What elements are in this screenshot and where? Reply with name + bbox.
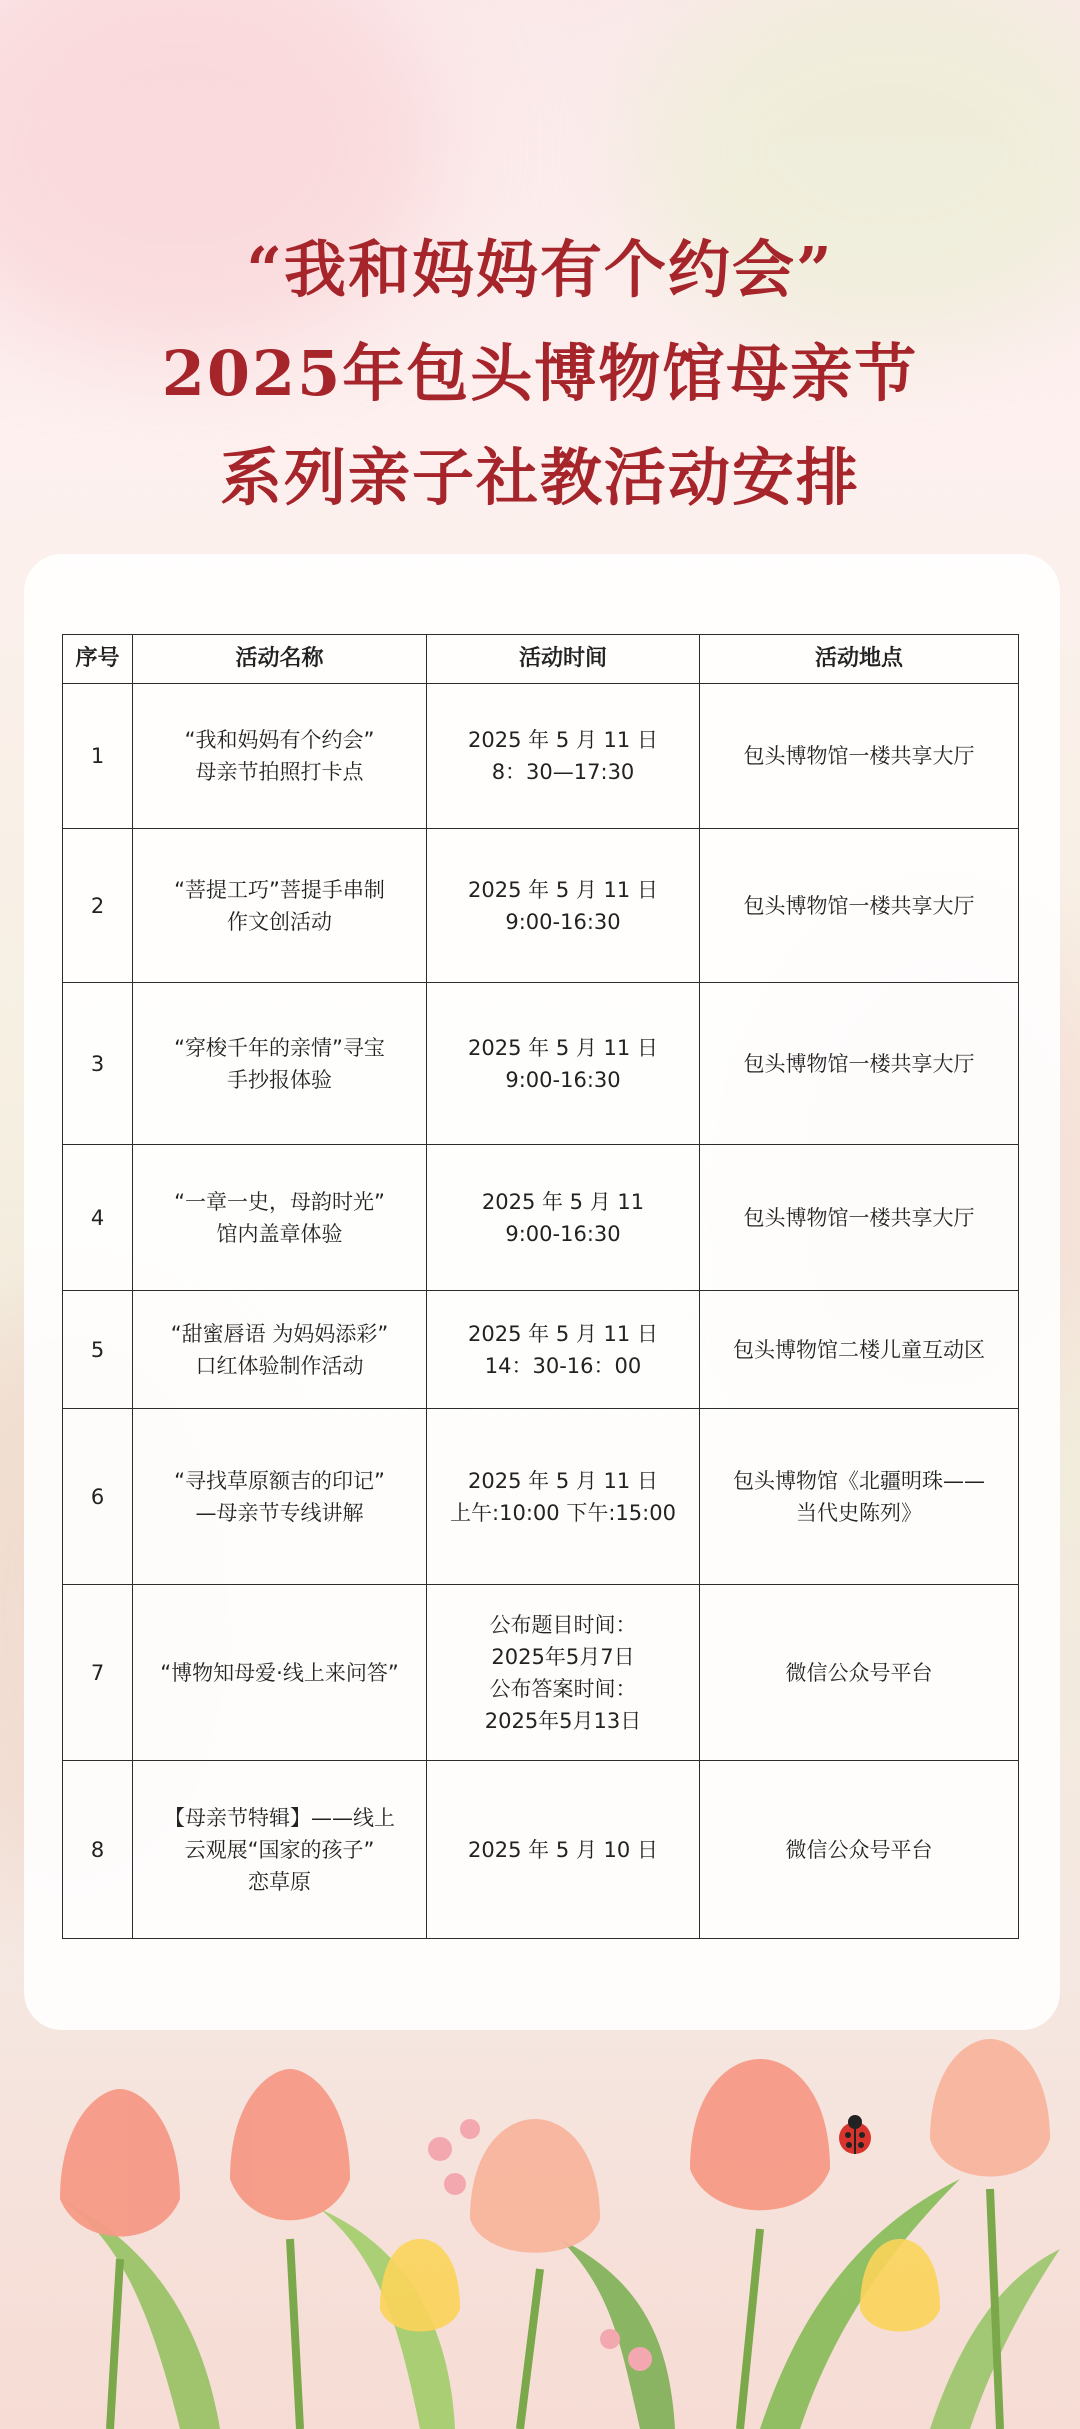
cell-place: 包头博物馆一楼共享大厅	[700, 829, 1019, 983]
table-header-row	[63, 635, 1019, 684]
cell-time: 公布题目时间： 2025年5月7日 公布答案时间： 2025年5月13日	[427, 1585, 700, 1761]
cell-place: 微信公众号平台	[700, 1761, 1019, 1939]
ladybug-icon	[830, 2110, 880, 2160]
title-line-3: 系列亲子社教活动安排	[219, 441, 860, 514]
table-row	[63, 983, 1019, 1145]
header-name: 活动名称	[133, 635, 427, 684]
cell-time: 2025 年 5 月 11 日 上午:10:00 下午:15:00	[427, 1409, 700, 1585]
cell-no: 2	[63, 829, 133, 983]
cell-name: “寻找草原额吉的印记” —母亲节专线讲解	[133, 1409, 427, 1585]
table-row	[63, 1761, 1019, 1939]
table-row	[63, 829, 1019, 983]
cell-place: 包头博物馆一楼共享大厅	[700, 1145, 1019, 1291]
table-row	[63, 1291, 1019, 1409]
tulip-flowers	[0, 2009, 1080, 2429]
cell-time: 2025 年 5 月 11 9:00-16:30	[427, 1145, 700, 1291]
cell-no: 4	[63, 1145, 133, 1291]
cell-no: 7	[63, 1585, 133, 1761]
page-title	[0, 218, 1080, 530]
table-row	[63, 1409, 1019, 1585]
cell-place: 包头博物馆《北疆明珠—— 当代史陈列》	[700, 1409, 1019, 1585]
cell-no: 5	[63, 1291, 133, 1409]
cell-time: 2025 年 5 月 11 日 8：30—17:30	[427, 684, 700, 829]
title-line-1: “我和妈妈有个约会”	[246, 233, 834, 306]
header-time: 活动时间	[427, 635, 700, 684]
cell-name: “博物知母爱·线上来问答”	[133, 1585, 427, 1761]
cell-time: 2025 年 5 月 11 日 9:00-16:30	[427, 829, 700, 983]
cell-time: 2025 年 5 月 11 日 14：30-16：00	[427, 1291, 700, 1409]
cell-time: 2025 年 5 月 11 日 9:00-16:30	[427, 983, 700, 1145]
header-place: 活动地点	[700, 635, 1019, 684]
title-line-2: 2025年包头博物馆母亲节	[161, 337, 919, 410]
table-row	[63, 684, 1019, 829]
cell-no: 6	[63, 1409, 133, 1585]
cell-place: 包头博物馆一楼共享大厅	[700, 684, 1019, 829]
schedule-table	[62, 634, 1019, 1939]
cell-name: “穿梭千年的亲情”寻宝 手抄报体验	[133, 983, 427, 1145]
cell-place: 微信公众号平台	[700, 1585, 1019, 1761]
header-no: 序号	[63, 635, 133, 684]
cell-name: 【母亲节特辑】——线上 云观展“国家的孩子” 恋草原	[133, 1761, 427, 1939]
table-row	[63, 1145, 1019, 1291]
cell-name: “甜蜜唇语 为妈妈添彩” 口红体验制作活动	[133, 1291, 427, 1409]
cell-time: 2025 年 5 月 10 日	[427, 1761, 700, 1939]
cell-no: 3	[63, 983, 133, 1145]
cell-name: “一章一史，母韵时光” 馆内盖章体验	[133, 1145, 427, 1291]
cell-name: “我和妈妈有个约会” 母亲节拍照打卡点	[133, 684, 427, 829]
cell-place: 包头博物馆一楼共享大厅	[700, 983, 1019, 1145]
table-row	[63, 1585, 1019, 1761]
cell-no: 1	[63, 684, 133, 829]
cell-no: 8	[63, 1761, 133, 1939]
cell-place: 包头博物馆二楼儿童互动区	[700, 1291, 1019, 1409]
cell-name: “菩提工巧”菩提手串制 作文创活动	[133, 829, 427, 983]
